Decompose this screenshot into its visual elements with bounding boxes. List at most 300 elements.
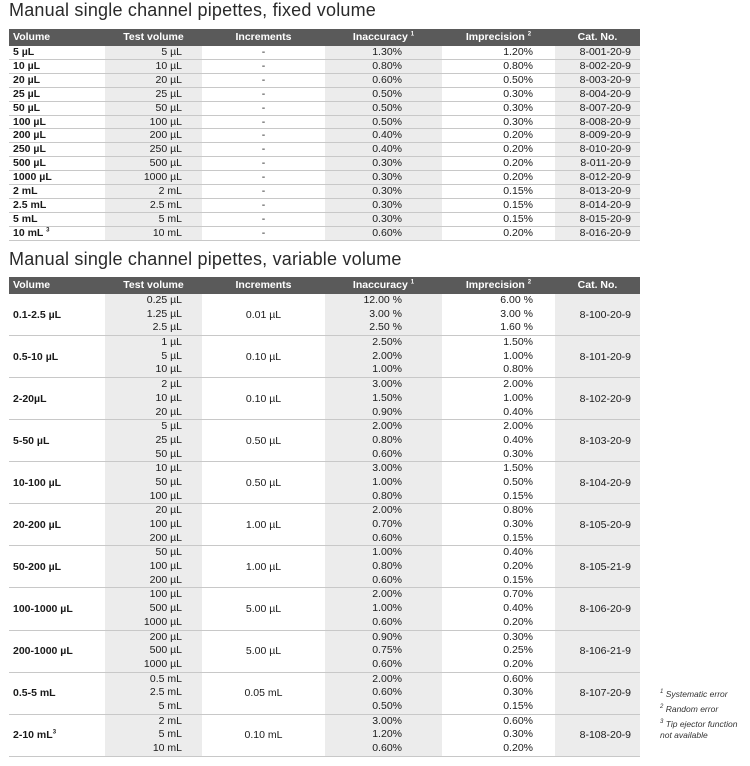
cat-no-cell: 8-106-20-9 <box>555 588 640 630</box>
test-volume-cell-line: 100 µL <box>149 518 182 530</box>
footnote-1 <box>660 689 750 700</box>
volume-cell <box>9 336 105 378</box>
inaccuracy-cell: 0.50% <box>325 87 442 101</box>
cat-no-cell: 8-108-20-9 <box>555 714 640 756</box>
test-volume-cell-line: 100 µL <box>149 489 182 502</box>
imprecision-cell-line: 6.00 % <box>500 294 533 306</box>
footnote-number: 3 <box>660 719 664 726</box>
volume-value: 10 µL <box>13 59 41 72</box>
cat-no-cell: 8-014-20-9 <box>555 198 640 212</box>
test-volume-cell-line: 200 µL <box>149 573 182 586</box>
cat-no-cell: 8-104-20-9 <box>555 462 640 504</box>
increments-cell: - <box>202 46 325 59</box>
header-imprecision-label: Imprecision <box>465 279 525 291</box>
inaccuracy-cell <box>325 630 442 672</box>
increments-cell: 0.01 µL <box>202 294 325 336</box>
volume-cell <box>9 101 105 115</box>
imprecision-cell-line: 0.30% <box>503 630 533 643</box>
imprecision-cell-line: 0.40% <box>503 602 533 615</box>
header-imprecision <box>442 29 555 46</box>
imprecision-cell: 0.20% <box>442 157 555 171</box>
inaccuracy-cell-line: 1.00% <box>372 475 402 488</box>
imprecision-cell: 0.20% <box>442 226 555 240</box>
variable-header-row <box>9 277 640 294</box>
inaccuracy-cell: 0.30% <box>325 157 442 171</box>
imprecision-cell: 0.20% <box>442 129 555 143</box>
variable-volume-title: Manual single channel pipettes, variable volume <box>9 249 402 269</box>
imprecision-cell-line: 0.15% <box>503 699 533 712</box>
test-volume-cell <box>105 588 202 630</box>
table-row <box>9 59 640 73</box>
increments-cell: 0.10 µL <box>202 336 325 378</box>
imprecision-cell: 0.15% <box>442 185 555 199</box>
footnote-2 <box>660 704 750 715</box>
imprecision-cell: 0.50% <box>442 73 555 87</box>
cat-no-cell: 8-105-21-9 <box>555 546 640 588</box>
volume-value: 5 mL <box>13 212 38 225</box>
imprecision-cell-line: 0.30% <box>503 447 533 460</box>
volume-value: 20 µL <box>13 73 41 86</box>
footnote-ref: 1 <box>410 279 415 286</box>
imprecision-cell-line: 1.50% <box>503 462 533 475</box>
volume-value: 2.5 mL <box>13 198 47 211</box>
test-volume-cell <box>105 672 202 714</box>
imprecision-cell-line: 0.15% <box>503 573 533 586</box>
cat-no-cell: 8-012-20-9 <box>555 171 640 185</box>
test-volume-cell: 25 µL <box>105 87 202 101</box>
test-volume-cell-line: 200 µL <box>149 630 182 643</box>
test-volume-cell-line: 20 µL <box>155 405 182 418</box>
table-row <box>9 157 640 171</box>
test-volume-cell-line: 5 µL <box>161 349 182 362</box>
test-volume-cell <box>105 378 202 420</box>
table-row <box>9 143 640 157</box>
header-inaccuracy <box>325 29 442 46</box>
inaccuracy-cell-line: 0.60% <box>372 531 402 544</box>
table-row <box>9 46 640 59</box>
imprecision-cell-line: 0.40% <box>503 433 533 446</box>
increments-cell: - <box>202 87 325 101</box>
volume-value: 2-20µL <box>13 392 47 405</box>
increments-cell: 0.50 µL <box>202 420 325 462</box>
volume-cell <box>9 198 105 212</box>
test-volume-cell: 100 µL <box>105 115 202 129</box>
header-test-volume: Test volume <box>105 29 202 46</box>
test-volume-cell-line: 50 µL <box>155 546 182 559</box>
inaccuracy-cell <box>325 504 442 546</box>
increments-cell: - <box>202 59 325 73</box>
imprecision-cell-line: 0.15% <box>503 531 533 544</box>
volume-cell <box>9 212 105 226</box>
test-volume-cell-line: 20 µL <box>155 504 182 517</box>
header-test-volume: Test volume <box>105 277 202 294</box>
increments-cell: - <box>202 115 325 129</box>
test-volume-cell-line: 1000 µL <box>143 615 182 628</box>
cat-no-cell: 8-101-20-9 <box>555 336 640 378</box>
increments-cell: 0.50 µL <box>202 462 325 504</box>
header-volume: Volume <box>9 29 105 46</box>
increments-cell: - <box>202 129 325 143</box>
test-volume-cell-line: 0.25 µL <box>146 294 182 306</box>
imprecision-cell: 0.80% <box>442 59 555 73</box>
footnote-ref: 2 <box>527 31 532 38</box>
footnote-ref: 3 <box>52 729 57 736</box>
inaccuracy-cell: 0.80% <box>325 59 442 73</box>
inaccuracy-cell <box>325 588 442 630</box>
imprecision-cell-line: 0.20% <box>503 657 533 670</box>
test-volume-cell-line: 25 µL <box>155 433 182 446</box>
inaccuracy-cell <box>325 546 442 588</box>
imprecision-cell <box>442 420 555 462</box>
header-volume: Volume <box>9 277 105 294</box>
increments-cell: - <box>202 226 325 240</box>
imprecision-cell <box>442 504 555 546</box>
table-row <box>9 115 640 129</box>
table-row <box>9 504 640 546</box>
volume-value: 0.5-10 µL <box>13 350 59 363</box>
volume-value: 200 µL <box>13 129 46 142</box>
footnote-ref: 2 <box>527 279 532 286</box>
imprecision-cell: 0.30% <box>442 101 555 115</box>
test-volume-cell-line: 500 µL <box>149 644 182 657</box>
test-volume-cell-line: 100 µL <box>149 588 182 601</box>
cat-no-cell: 8-100-20-9 <box>555 294 640 336</box>
inaccuracy-cell-line: 1.20% <box>372 728 402 741</box>
inaccuracy-cell-line: 0.90% <box>372 630 402 643</box>
test-volume-cell-line: 2.5 µL <box>152 321 182 334</box>
table-row <box>9 630 640 672</box>
test-volume-cell-line: 1.25 µL <box>146 307 182 320</box>
imprecision-cell-line: 2.00% <box>503 378 533 391</box>
inaccuracy-cell-line: 0.60% <box>372 615 402 628</box>
footnote-text: Tip ejector function not available <box>660 719 738 740</box>
test-volume-cell: 500 µL <box>105 157 202 171</box>
volume-cell <box>9 588 105 630</box>
volume-value: 50-200 µL <box>13 560 62 573</box>
test-volume-cell-line: 2 µL <box>161 378 182 391</box>
header-inaccuracy-label: Inaccuracy <box>352 31 408 43</box>
volume-value: 200-1000 µL <box>13 645 73 658</box>
imprecision-cell-line: 0.30% <box>503 518 533 530</box>
test-volume-cell: 20 µL <box>105 73 202 87</box>
table-row <box>9 546 640 588</box>
volume-value: 10 mL <box>13 226 44 239</box>
inaccuracy-cell <box>325 714 442 756</box>
cat-no-cell: 8-103-20-9 <box>555 420 640 462</box>
inaccuracy-cell-line: 0.70% <box>372 518 402 530</box>
imprecision-cell: 0.15% <box>442 198 555 212</box>
imprecision-cell-line: 0.20% <box>503 615 533 628</box>
test-volume-cell-line: 2.5 mL <box>149 686 182 699</box>
inaccuracy-cell: 1.30% <box>325 46 442 59</box>
imprecision-cell-line: 0.40% <box>503 405 533 418</box>
inaccuracy-cell-line: 3.00 % <box>369 307 402 320</box>
volume-cell <box>9 73 105 87</box>
test-volume-cell-line: 50 µL <box>155 447 182 460</box>
imprecision-cell-line: 0.30% <box>503 728 533 741</box>
imprecision-cell-line: 0.40% <box>503 546 533 559</box>
inaccuracy-cell: 0.60% <box>325 226 442 240</box>
table-row <box>9 212 640 226</box>
imprecision-cell-line: 1.50% <box>503 336 533 349</box>
inaccuracy-cell-line: 0.80% <box>372 560 402 573</box>
imprecision-cell: 0.30% <box>442 115 555 129</box>
test-volume-cell: 50 µL <box>105 101 202 115</box>
increments-cell: 1.00 µL <box>202 504 325 546</box>
increments-cell: 5.00 µL <box>202 588 325 630</box>
volume-cell <box>9 378 105 420</box>
volume-value: 50 µL <box>13 101 41 114</box>
fixed-header-row <box>9 29 640 46</box>
test-volume-cell <box>105 294 202 336</box>
imprecision-cell-line: 0.60% <box>503 714 533 727</box>
imprecision-cell-line: 0.80% <box>503 363 533 376</box>
inaccuracy-cell <box>325 294 442 336</box>
inaccuracy-cell-line: 2.00% <box>372 349 402 362</box>
inaccuracy-cell: 0.30% <box>325 171 442 185</box>
imprecision-cell-line: 2.00% <box>503 420 533 433</box>
cat-no-cell: 8-001-20-9 <box>555 46 640 59</box>
footnote-number: 2 <box>660 704 664 711</box>
table-row <box>9 226 640 240</box>
volume-value: 0.5-5 mL <box>13 687 56 700</box>
increments-cell: 0.05 mL <box>202 672 325 714</box>
imprecision-cell <box>442 714 555 756</box>
test-volume-cell: 250 µL <box>105 143 202 157</box>
table-row <box>9 73 640 87</box>
volume-value: 100-1000 µL <box>13 602 73 615</box>
header-cat-no: Cat. No. <box>555 29 640 46</box>
increments-cell: 1.00 µL <box>202 546 325 588</box>
test-volume-cell-line: 10 mL <box>152 742 182 754</box>
volume-cell <box>9 171 105 185</box>
imprecision-cell-line: 0.50% <box>503 475 533 488</box>
test-volume-cell: 5 µL <box>105 46 202 59</box>
table-row <box>9 294 640 336</box>
inaccuracy-cell <box>325 378 442 420</box>
inaccuracy-cell: 0.30% <box>325 198 442 212</box>
test-volume-cell: 1000 µL <box>105 171 202 185</box>
footnote-text: Random error <box>665 704 719 714</box>
test-volume-cell-line: 5 mL <box>158 728 182 741</box>
volume-value: 2-10 mL <box>13 729 53 742</box>
inaccuracy-cell <box>325 420 442 462</box>
imprecision-cell-line: 0.60% <box>503 672 533 685</box>
cat-no-cell: 8-010-20-9 <box>555 143 640 157</box>
cat-no-cell: 8-016-20-9 <box>555 226 640 240</box>
inaccuracy-cell-line: 0.50% <box>372 699 402 712</box>
test-volume-cell <box>105 462 202 504</box>
cat-no-cell: 8-008-20-9 <box>555 115 640 129</box>
footnote-ref: 3 <box>46 227 50 234</box>
cat-no-cell: 8-009-20-9 <box>555 129 640 143</box>
imprecision-cell-line: 0.70% <box>503 588 533 601</box>
volume-value: 5-50 µL <box>13 434 50 447</box>
volume-value: 25 µL <box>13 87 41 100</box>
imprecision-cell: 0.30% <box>442 87 555 101</box>
test-volume-cell: 2.5 mL <box>105 198 202 212</box>
cat-no-cell: 8-102-20-9 <box>555 378 640 420</box>
inaccuracy-cell-line: 0.80% <box>372 489 402 502</box>
volume-cell <box>9 87 105 101</box>
inaccuracy-cell-line: 0.75% <box>372 644 402 657</box>
table-row <box>9 420 640 462</box>
test-volume-cell-line: 5 µL <box>161 420 182 433</box>
volume-cell <box>9 420 105 462</box>
test-volume-cell-line: 500 µL <box>149 602 182 615</box>
header-cat-no: Cat. No. <box>555 277 640 294</box>
footnote-ref: 1 <box>410 31 415 38</box>
inaccuracy-cell-line: 1.50% <box>372 391 402 404</box>
test-volume-cell-line: 5 mL <box>158 699 182 712</box>
inaccuracy-cell: 0.50% <box>325 115 442 129</box>
volume-cell <box>9 143 105 157</box>
volume-value: 0.1-2.5 µL <box>13 308 62 321</box>
table-row <box>9 714 640 756</box>
test-volume-cell: 5 mL <box>105 212 202 226</box>
footnote-3 <box>660 719 750 741</box>
cat-no-cell: 8-015-20-9 <box>555 212 640 226</box>
volume-cell <box>9 129 105 143</box>
variable-volume-table <box>9 277 640 757</box>
volume-value: 20-200 µL <box>13 518 62 531</box>
test-volume-cell-line: 10 µL <box>155 462 182 475</box>
imprecision-cell-line: 0.15% <box>503 489 533 502</box>
imprecision-cell-line: 0.25% <box>503 644 533 657</box>
inaccuracy-cell: 0.60% <box>325 73 442 87</box>
inaccuracy-cell-line: 2.00% <box>372 672 402 685</box>
inaccuracy-cell-line: 2.00% <box>372 504 402 517</box>
test-volume-cell <box>105 546 202 588</box>
volume-cell <box>9 157 105 171</box>
inaccuracy-cell: 0.40% <box>325 129 442 143</box>
header-increments: Increments <box>202 277 325 294</box>
header-inaccuracy-label: Inaccuracy <box>352 279 408 291</box>
volume-value: 1000 µL <box>13 171 52 184</box>
table-row <box>9 378 640 420</box>
header-imprecision <box>442 277 555 294</box>
inaccuracy-cell: 0.30% <box>325 212 442 226</box>
imprecision-cell <box>442 336 555 378</box>
inaccuracy-cell-line: 0.60% <box>372 657 402 670</box>
table-row <box>9 336 640 378</box>
inaccuracy-cell-line: 1.00% <box>372 546 402 559</box>
inaccuracy-cell <box>325 336 442 378</box>
cat-no-cell: 8-105-20-9 <box>555 504 640 546</box>
table-row <box>9 129 640 143</box>
volume-value: 2 mL <box>13 185 38 198</box>
volume-cell <box>9 546 105 588</box>
inaccuracy-cell-line: 2.00% <box>372 420 402 433</box>
increments-cell: - <box>202 198 325 212</box>
test-volume-cell-line: 50 µL <box>155 475 182 488</box>
volume-cell <box>9 462 105 504</box>
table-row <box>9 87 640 101</box>
inaccuracy-cell-line: 1.00% <box>372 363 402 376</box>
inaccuracy-cell-line: 0.60% <box>372 573 402 586</box>
header-imprecision-label: Imprecision <box>465 31 525 43</box>
increments-cell: - <box>202 171 325 185</box>
test-volume-cell-line: 1000 µL <box>143 657 182 670</box>
inaccuracy-cell: 0.50% <box>325 101 442 115</box>
inaccuracy-cell-line: 3.00% <box>372 714 402 727</box>
volume-cell <box>9 630 105 672</box>
volume-value: 10-100 µL <box>13 476 62 489</box>
inaccuracy-cell-line: 0.90% <box>372 405 402 418</box>
inaccuracy-cell <box>325 672 442 714</box>
test-volume-cell <box>105 336 202 378</box>
inaccuracy-cell-line: 3.00% <box>372 462 402 475</box>
volume-value: 500 µL <box>13 157 46 170</box>
inaccuracy-cell-line: 0.60% <box>372 447 402 460</box>
inaccuracy-cell-line: 2.50% <box>372 336 402 349</box>
volume-value: 100 µL <box>13 115 46 128</box>
header-increments: Increments <box>202 29 325 46</box>
cat-no-cell: 8-107-20-9 <box>555 672 640 714</box>
volume-value: 5 µL <box>13 46 35 58</box>
imprecision-cell-line: 1.00% <box>503 391 533 404</box>
inaccuracy-cell: 0.40% <box>325 143 442 157</box>
table-row <box>9 672 640 714</box>
cat-no-cell: 8-004-20-9 <box>555 87 640 101</box>
imprecision-cell <box>442 588 555 630</box>
increments-cell: - <box>202 101 325 115</box>
imprecision-cell-line: 0.30% <box>503 686 533 699</box>
volume-cell <box>9 294 105 336</box>
inaccuracy-cell-line: 1.00% <box>372 602 402 615</box>
increments-cell: - <box>202 143 325 157</box>
table-row <box>9 101 640 115</box>
header-inaccuracy <box>325 277 442 294</box>
volume-cell <box>9 115 105 129</box>
table-row <box>9 462 640 504</box>
test-volume-cell <box>105 504 202 546</box>
test-volume-cell <box>105 420 202 462</box>
imprecision-cell <box>442 378 555 420</box>
volume-value: 250 µL <box>13 143 46 156</box>
imprecision-cell <box>442 294 555 336</box>
imprecision-cell: 0.15% <box>442 212 555 226</box>
table-row <box>9 588 640 630</box>
fixed-volume-title: Manual single channel pipettes, fixed volume <box>9 0 377 20</box>
volume-cell <box>9 714 105 756</box>
cat-no-cell: 8-106-21-9 <box>555 630 640 672</box>
test-volume-cell: 2 mL <box>105 185 202 199</box>
volume-cell <box>9 226 105 240</box>
inaccuracy-cell-line: 2.50 % <box>369 321 402 334</box>
imprecision-cell <box>442 546 555 588</box>
imprecision-cell <box>442 630 555 672</box>
cat-no-cell: 8-007-20-9 <box>555 101 640 115</box>
table-row <box>9 198 640 212</box>
increments-cell: - <box>202 157 325 171</box>
test-volume-cell-line: 0.5 mL <box>149 672 182 685</box>
test-volume-cell <box>105 714 202 756</box>
increments-cell: 0.10 mL <box>202 714 325 756</box>
inaccuracy-cell <box>325 462 442 504</box>
test-volume-cell: 10 µL <box>105 59 202 73</box>
test-volume-cell-line: 1 µL <box>161 336 182 349</box>
increments-cell: 5.00 µL <box>202 630 325 672</box>
increments-cell: - <box>202 185 325 199</box>
imprecision-cell: 0.20% <box>442 171 555 185</box>
imprecision-cell <box>442 672 555 714</box>
increments-cell: 0.10 µL <box>202 378 325 420</box>
volume-cell <box>9 59 105 73</box>
volume-cell <box>9 46 105 59</box>
inaccuracy-cell: 0.30% <box>325 185 442 199</box>
imprecision-cell-line: 0.80% <box>503 504 533 517</box>
